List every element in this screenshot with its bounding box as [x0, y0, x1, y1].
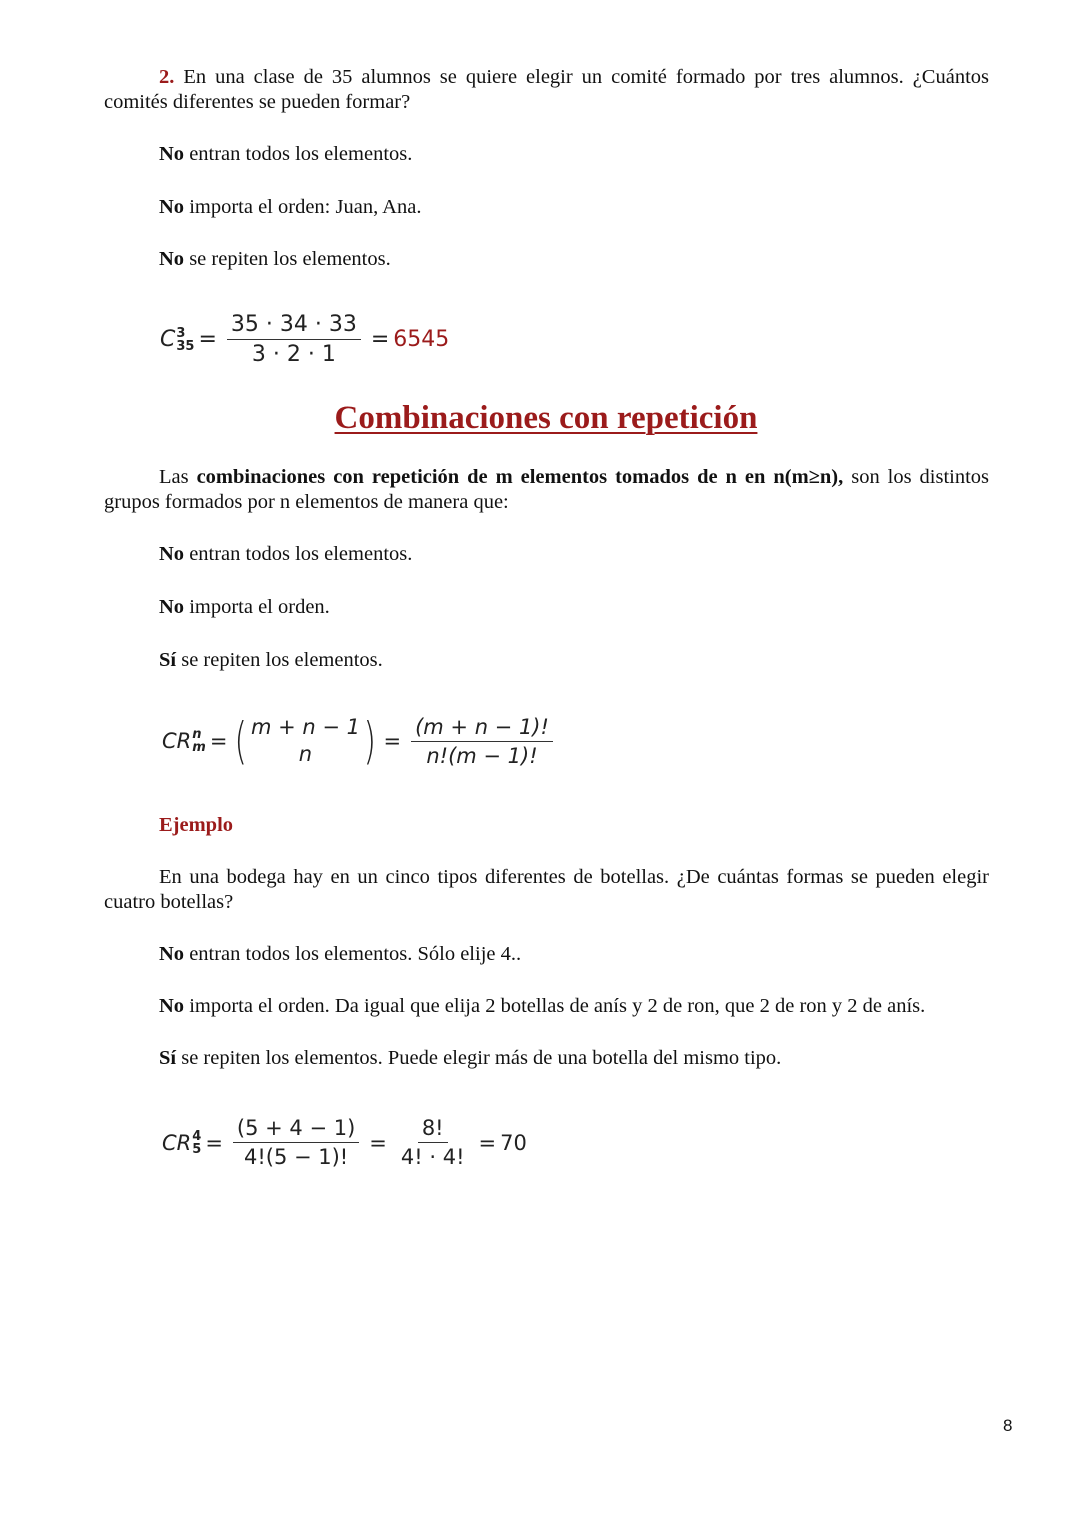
- condition-item: No importa el orden: Juan, Ana.: [159, 196, 422, 218]
- formula-symbol: C: [160, 327, 176, 352]
- definition-bold: combinaciones con repetición de m elementos tomados de n en n(m≥n),: [196, 466, 844, 488]
- formula-fraction: [233, 1116, 359, 1169]
- formula-numerator: (5 + 4 − 1): [233, 1116, 359, 1143]
- formula-result: 70: [500, 1130, 527, 1155]
- formula-numerator: 8!: [418, 1116, 448, 1143]
- formula-fraction: [411, 715, 553, 768]
- condition-item: No importa el orden.: [159, 596, 330, 618]
- formula-sup: 3: [176, 325, 186, 341]
- formula-fraction: [397, 1116, 469, 1169]
- example-statement: En una bodega hay en un cinco tipos diferentes de botellas. ¿De cuántas formas se pueden elegir cuatro botellas?: [104, 866, 989, 913]
- formula-sup: n: [192, 727, 202, 743]
- section-title: Combinaciones con repetición: [334, 400, 758, 436]
- formula-denominator: 3 · 2 · 1: [251, 342, 336, 367]
- condition-item: No entran todos los elementos. Sólo elije 4..: [159, 943, 522, 965]
- problem-text: En una clase de 35 alumnos se quiere elegir un comité formado por tres alumnos. ¿Cuántos comités diferentes se pueden formar?: [104, 66, 989, 113]
- formula-denominator: 4! · 4!: [400, 1145, 465, 1169]
- formula-sub: 35: [176, 338, 195, 354]
- condition-item: No entran todos los elementos.: [159, 543, 413, 565]
- formula-numerator: 35 · 34 · 33: [227, 312, 361, 340]
- condition-item: No se repiten los elementos.: [159, 248, 391, 270]
- formula-denominator: n!(m − 1)!: [426, 743, 538, 768]
- example-formula: CR 4 5 = $\frac{(5 + 4 - 1)}{4!(5 - 1)!}$ = $\frac{8!}{4! \cdot 4!}$ = 70: [162, 1116, 527, 1169]
- condition-item: No entran todos los elementos.: [159, 143, 413, 165]
- binomial-bottom: n: [298, 742, 313, 767]
- combination-repetition-formula: CR n m = ( m + n − 1 n ) = $\frac{(m + n - 1)!}{n!(m - 1)!}$: [162, 714, 559, 769]
- formula-symbol: CR: [162, 1130, 192, 1155]
- formula-sup: 4: [192, 1128, 202, 1144]
- formula-numerator: (m + n − 1)!: [411, 715, 553, 742]
- problem-2-statement: [104, 65, 989, 115]
- formula-result: 6545: [393, 327, 450, 352]
- formula-sub: 5: [192, 1141, 202, 1157]
- problem-number: 2.: [159, 66, 175, 88]
- example-label: Ejemplo: [159, 814, 234, 836]
- binomial-top: m + n − 1: [250, 715, 360, 739]
- binomial: [251, 714, 360, 769]
- condition-item: Sí se repiten los elementos. Puede elegir más de una botella del mismo tipo.: [159, 1047, 782, 1069]
- formula-symbol: CR: [162, 729, 192, 754]
- condition-item: Sí se repiten los elementos.: [159, 649, 383, 671]
- formula-sub: m: [192, 740, 206, 756]
- condition-item: No importa el orden. Da igual que elija 2 botellas de anís y 2 de ron, que 2 de ron y 2 de anís.: [159, 995, 926, 1017]
- formula-denominator: 4!(5 − 1)!: [243, 1145, 349, 1169]
- formula-fraction: [227, 312, 361, 367]
- section-intro: Las combinaciones con repetición de m elementos tomados de n en n(m≥n), son los distintos grupos formados por n elementos de manera que:: [104, 466, 990, 513]
- page-number: 8: [1003, 1416, 1013, 1435]
- combination-formula: C 3 35 = $\frac{35 \cdot 34 \cdot 33}{3 \cdot 2 \cdot 1}$ = 6545: [160, 312, 450, 367]
